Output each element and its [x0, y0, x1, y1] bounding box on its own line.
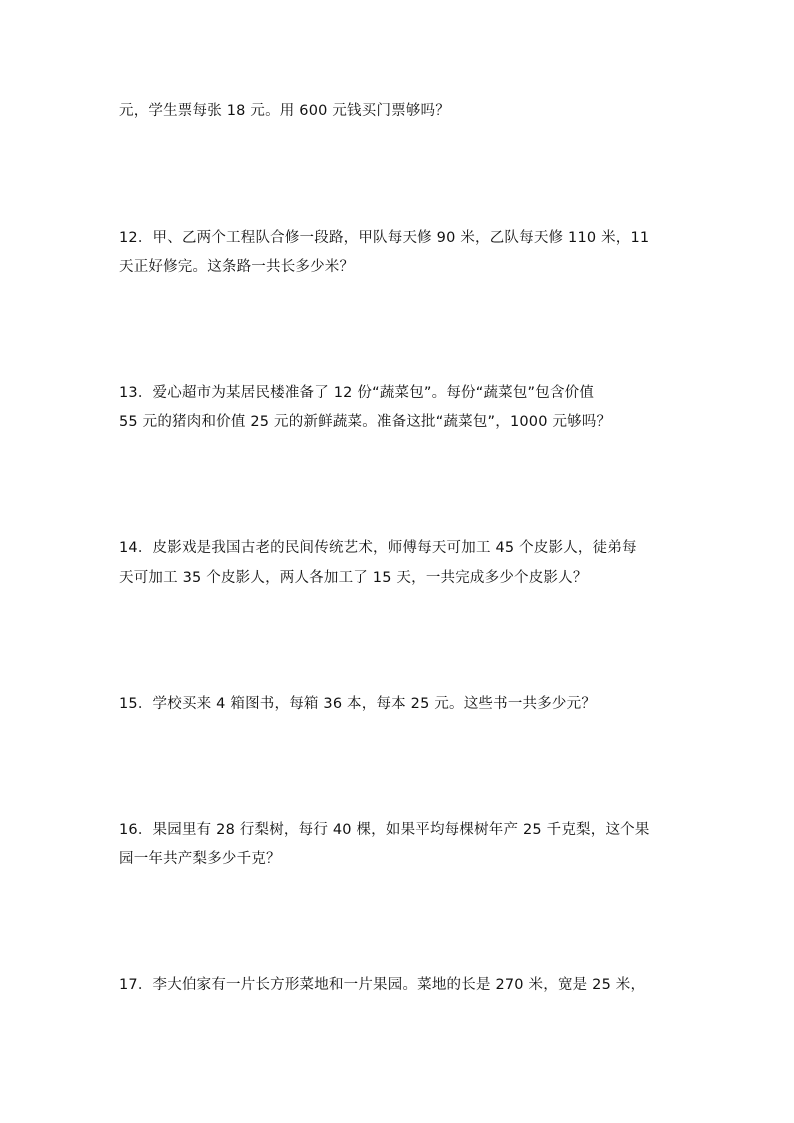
problem-15-text-line-1: 15．学校买来 4 箱图书，每箱 36 本，每本 25 元。这些书一共多少元？ — [119, 696, 597, 712]
problem-14-text-line-2: 天可加工 35 个皮影人，两人各加工了 15 天，一共完成多少个皮影人？ — [119, 570, 588, 586]
problem-17-text-line-1: 17．李大伯家有一片长方形菜地和一片果园。菜地的长是 270 米，宽是 25 米， — [119, 977, 646, 993]
problem-12-text-line-1: 12．甲、乙两个工程队合修一段路，甲队每天修 90 米，乙队每天修 110 米，11 — [119, 230, 650, 246]
problem-16-text-line-2: 园一年共产梨多少千克？ — [119, 851, 281, 867]
problem-13-text-line-1: 13．爱心超市为某居民楼准备了 12 份“蔬菜包”。每份“蔬菜包”包含价值 — [119, 385, 595, 401]
problem-12-text-line-2: 天正好修完。这条路一共长多少米？ — [119, 259, 355, 275]
problem-16-text-line-1: 16．果园里有 28 行梨树，每行 40 棵，如果平均每棵树年产 25 千克梨，这个果 — [119, 822, 650, 838]
problem-11-text-line-2: 元，学生票每张 18 元。用 600 元钱买门票够吗？ — [119, 103, 450, 119]
problem-14-text-line-1: 14．皮影戏是我国古老的民间传统艺术，师傅每天可加工 45 个皮影人，徒弟每 — [119, 540, 637, 556]
problem-13-text-line-2: 55 元的猪肉和价值 25 元的新鲜蔬菜。准备这批“蔬菜包”，1000 元够吗？ — [119, 414, 612, 430]
